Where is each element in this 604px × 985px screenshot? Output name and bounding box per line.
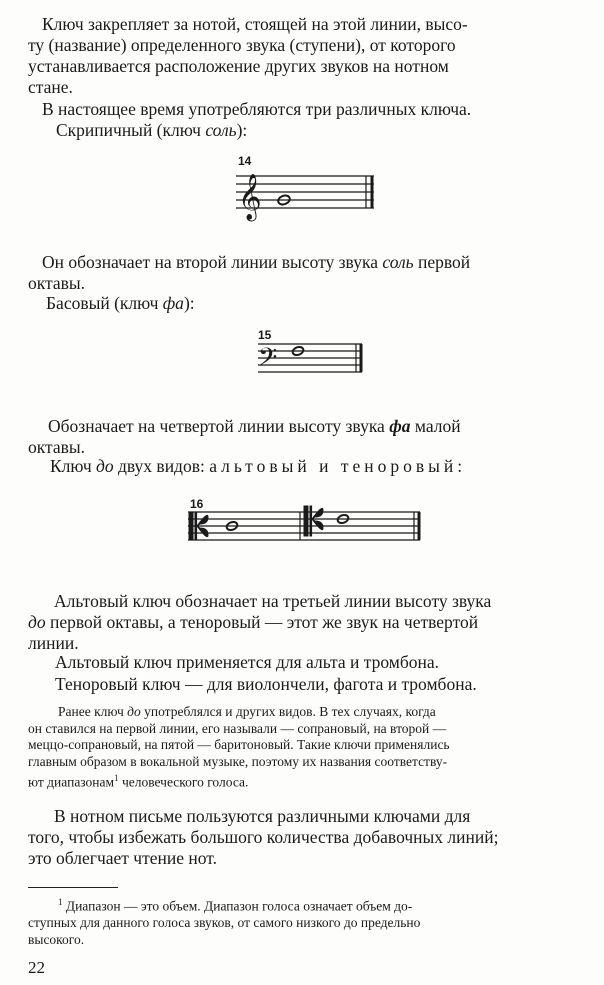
example-number: 14 — [238, 154, 252, 168]
bass-clef-icon: 𝄢 — [258, 343, 278, 378]
clef-name: соль — [205, 120, 237, 140]
treble-clef-icon: 𝄞 — [238, 174, 262, 220]
paragraph-alto-usage: Альтовый ключ применяется для альта и тромбона. — [55, 652, 440, 672]
small-print-note: Ранее ключ до употреблялся и других видов. В тех случаях, когда он ставился на первой линии, его называли — сопрановый, на второй — меццо-сопрановый, на пятой — баритоновый. Такие ключи применялись главным образом в вокальной музыке, поэтому их названия соответству- ют диапазонам$^1$ человеческого голоса. — [28, 704, 450, 790]
footnote-divider — [28, 887, 118, 888]
bass-clef-heading: Басовый (ключ фа): — [46, 293, 195, 313]
text-line: устанавливается расположение других звуков на нотном — [28, 56, 449, 76]
staff-example-16 — [188, 506, 428, 556]
staff-example-14 — [236, 166, 376, 226]
paragraph-bass-clef: Обозначает на четвертой линии высоту звука фа малой октавы. — [28, 416, 461, 457]
page-number: 22 — [28, 958, 45, 977]
text-line: Ключ закрепляет за нотой, стоящей на этой линии, высо- — [42, 14, 468, 34]
c-clef-heading: Ключ до двух видов: альтовый и теноровый: — [50, 456, 467, 476]
treble-clef-heading: Скрипичный (ключ соль): — [56, 120, 248, 140]
paragraph-treble-clef: Он обозначает на второй линии высоту звука соль первой октавы. — [28, 252, 471, 293]
example-number: 16 — [190, 497, 204, 511]
tenor-clef-icon — [304, 506, 323, 536]
paragraph-c-clefs: Альтовый ключ обозначает на третьей линии высоту звука до первой октавы, а теноровый — этот же звук на четвертой линии. — [28, 591, 492, 653]
staff-example-15 — [258, 338, 368, 388]
text-line: стане. — [28, 77, 73, 97]
text-line: ту (название) определенного звука (ступени), от которого — [28, 35, 456, 55]
paragraph-clef-definition — [28, 14, 580, 98]
paragraph-clef-purpose: В нотном письме пользуются различными ключами для того, чтобы избежать большого количества добавочных линий; это облегчает чтение нот. — [28, 806, 499, 868]
paragraph-three-clefs — [42, 99, 471, 120]
text-line: В настоящее время употребляются три различных ключа. — [42, 99, 472, 119]
example-number: 15 — [258, 328, 272, 342]
paragraph-tenor-usage: Теноровый ключ — для виолончели, фагота и тромбона. — [55, 674, 477, 694]
footnote: $^1$ Диапазон — это объем. Диапазон голоса означает объем до- ступных для данного голоса звуков, от самого низкого до предельно высокого. — [28, 897, 421, 947]
footnote-ref: 1 — [114, 773, 119, 783]
